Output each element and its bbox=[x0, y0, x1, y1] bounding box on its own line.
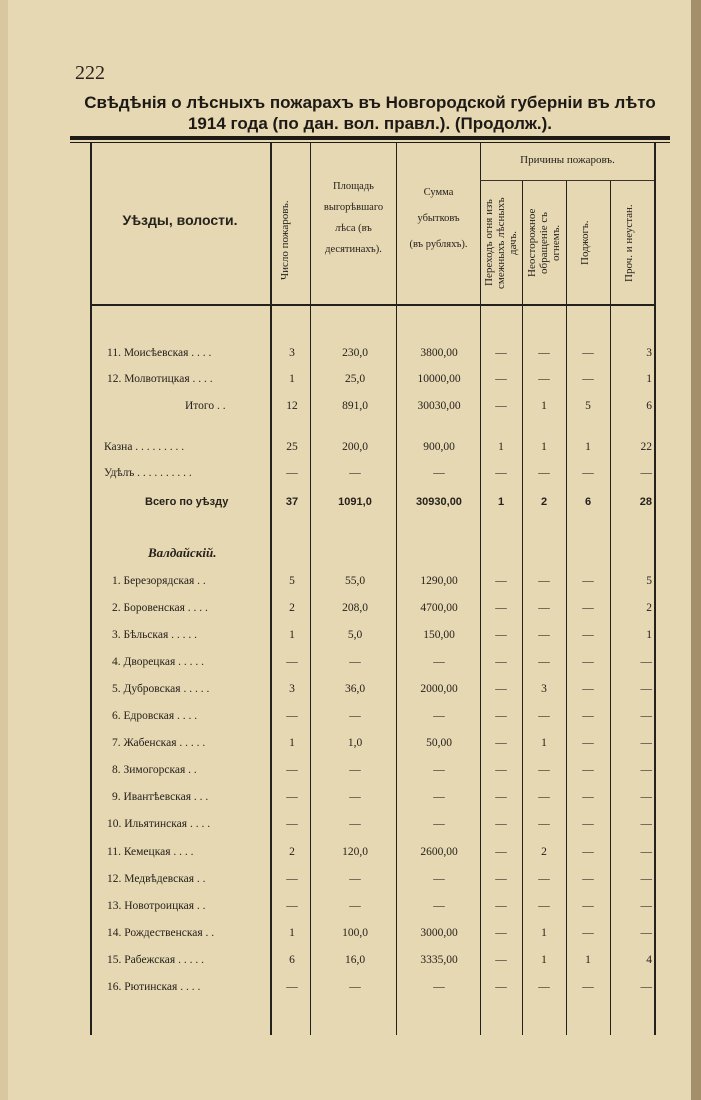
row-count: 3 bbox=[289, 347, 295, 359]
header-districts: Уѣзды, волости. bbox=[122, 212, 238, 228]
row-cause-careless: 2 bbox=[541, 846, 547, 858]
row-cause-spread: — bbox=[495, 400, 507, 412]
header-cause-spread bbox=[483, 184, 519, 302]
row-cause-arson: — bbox=[582, 683, 594, 695]
row-count: — bbox=[286, 873, 298, 885]
row-cause-other: — bbox=[640, 683, 652, 695]
top-rule bbox=[70, 136, 670, 140]
header-cause-arson: Поджогъ. bbox=[579, 220, 591, 266]
row-area: 1,0 bbox=[347, 737, 363, 749]
row-cause-other: — bbox=[640, 900, 652, 912]
row-cause-other: 3 bbox=[646, 347, 652, 359]
row-count: — bbox=[286, 710, 298, 722]
row-count: — bbox=[286, 467, 298, 479]
row-area: — bbox=[349, 656, 361, 668]
row-cause-arson: — bbox=[582, 927, 594, 939]
row-area: 36,0 bbox=[344, 683, 366, 695]
row-cause-arson: — bbox=[582, 900, 594, 912]
row-cause-spread: — bbox=[495, 791, 507, 803]
row-area: — bbox=[349, 981, 361, 993]
top-rule-thin bbox=[70, 142, 670, 143]
header-cause-spread-line: смежныхъ лѣсныхъ bbox=[495, 197, 507, 289]
row-area: 891,0 bbox=[342, 400, 368, 412]
row-cause-other: 4 bbox=[646, 954, 652, 966]
row-count: — bbox=[286, 900, 298, 912]
header-cause-spread-line: Переходъ огня изъ bbox=[483, 199, 495, 287]
row-cause-careless: — bbox=[538, 347, 550, 359]
row-cause-careless: — bbox=[538, 602, 550, 614]
row-name: 16. Рютинская . . . . bbox=[107, 981, 201, 993]
row-loss: — bbox=[433, 873, 445, 885]
row-loss: 1290,00 bbox=[420, 575, 458, 587]
row-cause-arson: — bbox=[582, 347, 594, 359]
row-loss: — bbox=[433, 764, 445, 776]
row-name: 3. Бѣльская . . . . . bbox=[112, 629, 197, 641]
row-cause-careless: — bbox=[538, 575, 550, 587]
header-loss bbox=[397, 180, 480, 258]
header-count: Число пожаровъ. bbox=[279, 200, 291, 280]
row-cause-other: — bbox=[640, 846, 652, 858]
row-area: 208,0 bbox=[342, 602, 368, 614]
row-count: 3 bbox=[289, 683, 295, 695]
row-cause-other: 1 bbox=[646, 373, 652, 385]
row-area: 200,0 bbox=[342, 441, 368, 453]
row-name: 7. Жабенская . . . . . bbox=[112, 737, 206, 749]
row-cause-spread: — bbox=[495, 629, 507, 641]
row-cause-spread: — bbox=[495, 954, 507, 966]
row-cause-other: — bbox=[640, 710, 652, 722]
row-name: 12. Медвѣдевская . . bbox=[107, 873, 206, 885]
row-area: 16,0 bbox=[344, 954, 366, 966]
row-count: 1 bbox=[289, 927, 295, 939]
row-cause-spread: — bbox=[495, 373, 507, 385]
row-cause-careless: — bbox=[538, 791, 550, 803]
row-count: 25 bbox=[286, 441, 298, 453]
row-count: — bbox=[286, 981, 298, 993]
row-loss: — bbox=[433, 981, 445, 993]
header-causes: Причины пожаровъ. bbox=[520, 154, 615, 166]
row-count: 1 bbox=[289, 737, 295, 749]
row-cause-other: 6 bbox=[646, 400, 652, 412]
row-area: 55,0 bbox=[344, 575, 366, 587]
column-line bbox=[654, 143, 656, 1035]
row-name: 9. Ивантѣевская . . . bbox=[112, 791, 209, 803]
row-loss: 150,00 bbox=[423, 629, 455, 641]
row-name: 1. Березорядская . . bbox=[112, 575, 206, 587]
row-cause-careless: 3 bbox=[541, 683, 547, 695]
row-area: 5,0 bbox=[347, 629, 363, 641]
row-loss: — bbox=[433, 710, 445, 722]
page-binding-shadow bbox=[691, 0, 701, 1100]
row-cause-careless: — bbox=[538, 764, 550, 776]
row-count: — bbox=[286, 791, 298, 803]
row-cause-careless: — bbox=[538, 629, 550, 641]
row-cause-spread: — bbox=[495, 467, 507, 479]
row-area: 230,0 bbox=[342, 347, 368, 359]
page-number: 222 bbox=[75, 62, 105, 84]
row-cause-other: 5 bbox=[646, 575, 652, 587]
row-area: — bbox=[349, 710, 361, 722]
row-count: 12 bbox=[286, 400, 298, 412]
row-name: 8. Зимогорская . . bbox=[112, 764, 197, 776]
row-cause-arson: — bbox=[582, 602, 594, 614]
row-loss: 3000,00 bbox=[420, 927, 458, 939]
row-cause-spread: — bbox=[495, 737, 507, 749]
row-cause-other: 22 bbox=[640, 441, 652, 453]
causes-header-rule bbox=[480, 180, 654, 181]
row-cause-spread: 1 bbox=[498, 441, 504, 453]
header-cause-spread-line: дачъ. bbox=[507, 231, 519, 256]
row-loss: 900,00 bbox=[423, 441, 455, 453]
row-loss: 3800,00 bbox=[420, 347, 458, 359]
row-count: 5 bbox=[289, 575, 295, 587]
row-loss: 10000,00 bbox=[417, 373, 461, 385]
row-loss: — bbox=[433, 791, 445, 803]
row-name: Итого . . bbox=[185, 400, 226, 412]
row-cause-other: — bbox=[640, 873, 652, 885]
row-loss: — bbox=[433, 900, 445, 912]
row-count: 2 bbox=[289, 602, 295, 614]
row-cause-spread: — bbox=[495, 873, 507, 885]
header-loss-line: (въ рубляхъ). bbox=[409, 239, 468, 250]
row-loss: 50,00 bbox=[426, 737, 452, 749]
row-cause-other: — bbox=[640, 737, 652, 749]
row-area: 120,0 bbox=[342, 846, 368, 858]
header-area-line: десятинахъ). bbox=[325, 244, 382, 255]
row-name: 14. Рождественская . . bbox=[107, 927, 215, 939]
row-count: 1 bbox=[289, 629, 295, 641]
row-cause-spread: — bbox=[495, 656, 507, 668]
row-area: — bbox=[349, 818, 361, 830]
row-cause-careless: 1 bbox=[541, 954, 547, 966]
row-cause-arson: 6 bbox=[584, 496, 592, 508]
header-area-line: Площадь bbox=[333, 181, 374, 192]
header-cause-careless-line: огнемъ. bbox=[550, 224, 562, 262]
row-cause-spread: — bbox=[495, 602, 507, 614]
row-cause-other: — bbox=[640, 981, 652, 993]
row-loss: 4700,00 bbox=[420, 602, 458, 614]
header-cause-careless-line: обращеніе съ bbox=[538, 212, 550, 274]
row-name: 12. Молвотицкая . . . . bbox=[107, 373, 213, 385]
row-area: — bbox=[349, 467, 361, 479]
row-cause-spread: — bbox=[495, 927, 507, 939]
row-cause-careless: — bbox=[538, 373, 550, 385]
row-cause-careless: — bbox=[538, 873, 550, 885]
row-cause-other: — bbox=[640, 467, 652, 479]
row-name: 11. Моисѣевская . . . . bbox=[107, 347, 212, 359]
row-count: 1 bbox=[289, 373, 295, 385]
row-cause-spread: — bbox=[495, 818, 507, 830]
row-count: — bbox=[286, 818, 298, 830]
row-name: 4. Дворецкая . . . . . bbox=[112, 656, 205, 668]
row-loss: 30030,00 bbox=[417, 400, 461, 412]
header-area-line: лѣса (въ bbox=[335, 223, 372, 234]
row-name: 5. Дубровская . . . . . bbox=[112, 683, 210, 695]
row-area: 1091,0 bbox=[338, 496, 372, 508]
row-cause-other: 1 bbox=[646, 629, 652, 641]
row-area: 25,0 bbox=[344, 373, 366, 385]
row-count: 2 bbox=[289, 846, 295, 858]
row-area: — bbox=[349, 900, 361, 912]
row-name: 6. Едровская . . . . bbox=[112, 710, 198, 722]
row-cause-spread: — bbox=[495, 683, 507, 695]
row-name: 10. Ильятинская . . . . bbox=[107, 818, 211, 830]
row-name: Всего по уѣзду bbox=[145, 496, 229, 508]
row-area: — bbox=[349, 791, 361, 803]
row-name: Удѣлъ . . . . . . . . . . bbox=[104, 467, 192, 479]
row-cause-arson: 5 bbox=[585, 400, 591, 412]
row-loss: — bbox=[433, 818, 445, 830]
row-loss: 2600,00 bbox=[420, 846, 458, 858]
row-count: 37 bbox=[285, 496, 299, 508]
row-cause-other: — bbox=[640, 818, 652, 830]
row-cause-careless: — bbox=[538, 710, 550, 722]
row-count: — bbox=[286, 656, 298, 668]
row-cause-careless: — bbox=[538, 981, 550, 993]
row-cause-spread: 1 bbox=[497, 496, 505, 508]
row-cause-arson: — bbox=[582, 467, 594, 479]
row-name: 2. Боровенская . . . . bbox=[112, 602, 208, 614]
row-cause-arson: 1 bbox=[585, 954, 591, 966]
row-cause-careless: — bbox=[538, 900, 550, 912]
row-count: — bbox=[286, 764, 298, 776]
row-cause-arson: — bbox=[582, 818, 594, 830]
row-cause-careless: 1 bbox=[541, 927, 547, 939]
row-name: 15. Рабежская . . . . . bbox=[107, 954, 204, 966]
row-cause-careless: — bbox=[538, 467, 550, 479]
header-cause-careless bbox=[526, 184, 562, 302]
header-area bbox=[311, 176, 396, 260]
row-cause-spread: — bbox=[495, 575, 507, 587]
row-cause-arson: — bbox=[582, 656, 594, 668]
header-bottom-rule bbox=[90, 304, 654, 306]
row-cause-other: 28 bbox=[639, 496, 652, 508]
row-cause-arson: — bbox=[582, 764, 594, 776]
row-cause-arson: — bbox=[582, 737, 594, 749]
row-count: 6 bbox=[289, 954, 295, 966]
header-area-line: выгорѣвшаго bbox=[323, 202, 384, 213]
header-loss-line: Сумма bbox=[423, 187, 454, 198]
row-name: 13. Новотроицкая . . bbox=[107, 900, 206, 912]
row-cause-careless: — bbox=[538, 656, 550, 668]
row-cause-other: — bbox=[640, 791, 652, 803]
row-cause-arson: — bbox=[582, 846, 594, 858]
row-cause-careless: 1 bbox=[541, 737, 547, 749]
title-line-2: 1914 года (по дан. вол. правл.). (Продолж.). bbox=[187, 114, 553, 133]
row-loss: 30930,00 bbox=[416, 496, 462, 508]
row-cause-spread: — bbox=[495, 981, 507, 993]
header-loss-line: убытковъ bbox=[417, 213, 460, 224]
row-cause-spread: — bbox=[495, 900, 507, 912]
row-cause-spread: — bbox=[495, 846, 507, 858]
row-cause-other: 2 bbox=[646, 602, 652, 614]
row-cause-careless: 2 bbox=[540, 496, 548, 508]
row-cause-arson: — bbox=[582, 373, 594, 385]
row-loss: 2000,00 bbox=[420, 683, 458, 695]
header-cause-careless-line: Неосторожное bbox=[526, 208, 538, 278]
header-cause-other: Проч. и неустан. bbox=[623, 204, 635, 282]
row-cause-arson: — bbox=[582, 575, 594, 587]
row-cause-arson: — bbox=[582, 710, 594, 722]
row-area: — bbox=[349, 873, 361, 885]
row-cause-other: — bbox=[640, 656, 652, 668]
row-cause-arson: — bbox=[582, 629, 594, 641]
row-cause-careless: 1 bbox=[541, 441, 547, 453]
row-loss: 3335,00 bbox=[420, 954, 458, 966]
row-cause-arson: — bbox=[582, 791, 594, 803]
row-cause-arson: — bbox=[582, 981, 594, 993]
section-title: Валдайскій. bbox=[148, 545, 217, 560]
row-loss: — bbox=[433, 656, 445, 668]
row-cause-other: — bbox=[640, 927, 652, 939]
row-area: — bbox=[349, 764, 361, 776]
row-cause-arson: — bbox=[582, 873, 594, 885]
row-cause-spread: — bbox=[495, 347, 507, 359]
row-loss: — bbox=[433, 467, 445, 479]
row-area: 100,0 bbox=[342, 927, 368, 939]
table-title bbox=[60, 92, 680, 134]
row-cause-arson: 1 bbox=[585, 441, 591, 453]
row-cause-spread: — bbox=[495, 710, 507, 722]
row-cause-careless: — bbox=[538, 818, 550, 830]
title-line-1: Свѣдѣнія о лѣсныхъ пожарахъ въ Новгородской губерніи въ лѣто bbox=[84, 93, 656, 112]
row-name: Казна . . . . . . . . . bbox=[104, 441, 185, 453]
row-cause-other: — bbox=[640, 764, 652, 776]
row-cause-spread: — bbox=[495, 764, 507, 776]
row-name: 11. Кемецкая . . . . bbox=[107, 846, 194, 858]
column-line bbox=[90, 143, 92, 1035]
row-cause-careless: 1 bbox=[541, 400, 547, 412]
